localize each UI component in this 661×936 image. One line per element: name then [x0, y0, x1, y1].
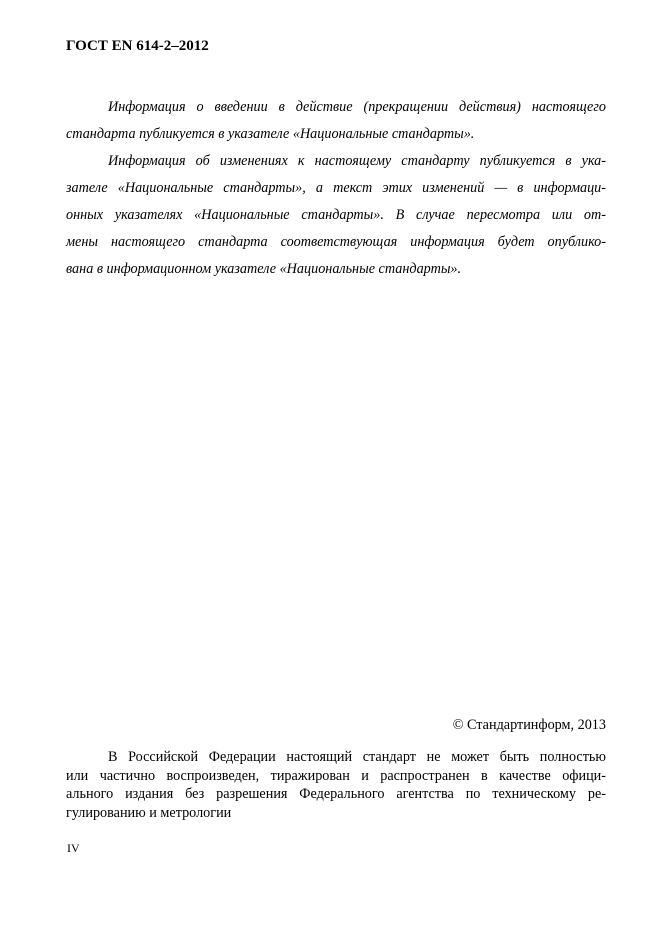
notice-line: вана в информационном указателе «Национальные стандарты». [66, 261, 462, 277]
notice-line: Информация о введении в действие (прекращении действия) настоящего [108, 99, 606, 115]
publication-notice [66, 94, 606, 283]
notice-line: мены настоящего стандарта соответствующая информация будет опублико- [66, 234, 606, 250]
notice-line: онных указателях «Национальные стандарты». В случае пересмотра или от- [66, 207, 606, 223]
notice-line: стандарта публикуется в указателе «Национальные стандарты». [66, 126, 475, 142]
reproduction-notice [66, 748, 606, 822]
page-number: IV [67, 841, 80, 855]
legal-line: ального издания без разрешения Федерального агентства по техническому ре- [66, 786, 606, 802]
document-id-header: ГОСТ EN 614-2–2012 [66, 38, 209, 54]
copyright-notice: © Стандартинформ, 2013 [452, 717, 606, 733]
notice-line: зателе «Национальные стандарты», а текст этих изменений — в информаци- [66, 180, 606, 196]
legal-line: гулированию и метрологии [66, 804, 232, 821]
legal-line: или частично воспроизведен, тиражирован и распространен в качестве офици- [66, 767, 606, 784]
legal-line: В Российской Федерации настоящий стандарт не может быть полностью [108, 749, 606, 765]
notice-line: Информация об изменениях к настоящему стандарту публикуется в ука- [108, 153, 606, 169]
